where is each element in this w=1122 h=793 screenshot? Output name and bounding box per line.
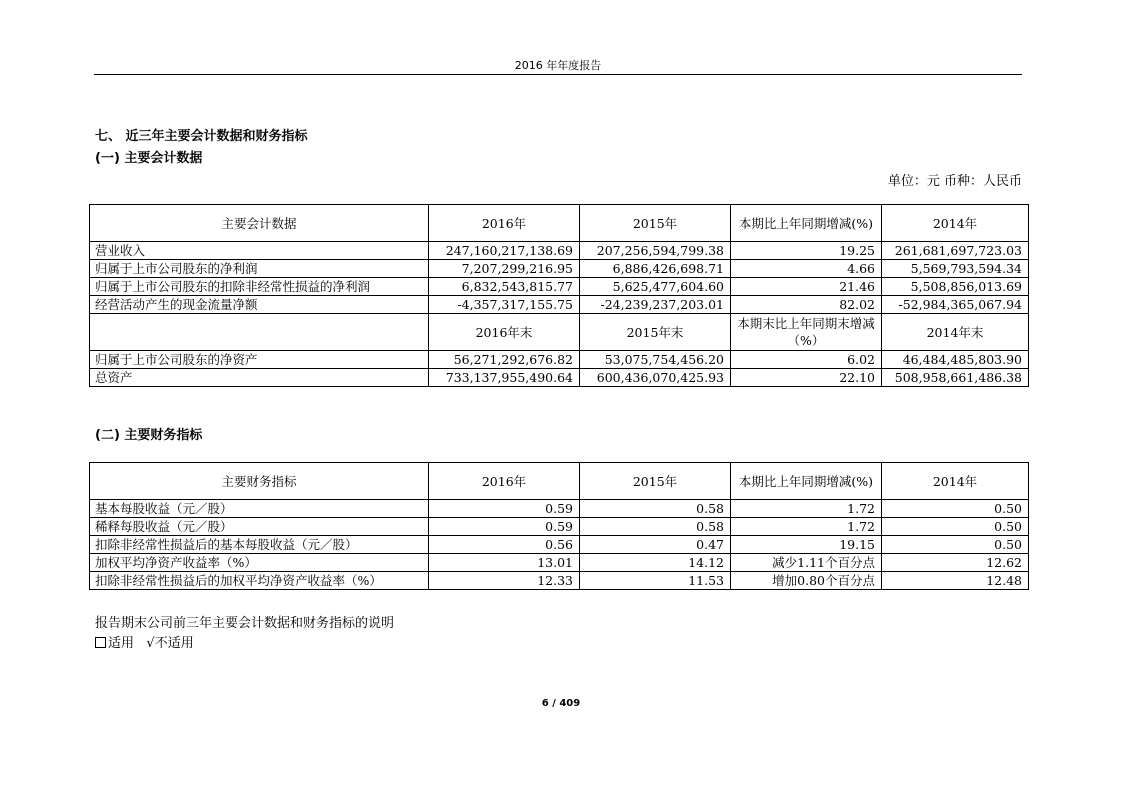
- row-label: 营业收入: [90, 242, 429, 260]
- value-2014: 0.50: [882, 536, 1029, 554]
- unit-currency-note: 单位：元 币种：人民币: [887, 174, 1022, 189]
- value-2016: 56,271,292,676.82: [429, 351, 580, 369]
- value-2014: 0.50: [882, 500, 1029, 518]
- table-row: [90, 242, 1029, 260]
- yoy-change: 19.25: [731, 242, 882, 260]
- yoy-change: 1.72: [731, 518, 882, 536]
- table-row: [90, 260, 1029, 278]
- value-2015: 14.12: [580, 554, 731, 572]
- table-row: [90, 500, 1029, 518]
- value-2015: 0.47: [580, 536, 731, 554]
- header-2014: 2014年: [882, 463, 1029, 500]
- header-item: [90, 314, 429, 351]
- header-2015: 2015年末: [580, 314, 731, 351]
- checkbox-icon: [95, 637, 106, 648]
- table-header-row: [90, 314, 1029, 351]
- value-2016: 6,832,543,815.77: [429, 278, 580, 296]
- value-2015: 11.53: [580, 572, 731, 590]
- row-label: 扣除非经常性损益后的加权平均净资产收益率（%）: [90, 572, 429, 590]
- header-2016: 2016年: [429, 205, 580, 242]
- subsection-accounting-data-title: (一) 主要会计数据: [95, 151, 203, 166]
- header-2016: 2016年: [429, 463, 580, 500]
- value-2014: 5,569,793,594.34: [882, 260, 1029, 278]
- value-2015: -24,239,237,203.01: [580, 296, 731, 314]
- value-2014: 508,958,661,486.38: [882, 369, 1029, 387]
- value-2016: 12.33: [429, 572, 580, 590]
- value-2014: 12.62: [882, 554, 1029, 572]
- header-item: 主要会计数据: [90, 205, 429, 242]
- value-2014: 5,508,856,013.69: [882, 278, 1029, 296]
- explanation-note: 报告期末公司前三年主要会计数据和财务指标的说明: [95, 616, 395, 631]
- table-row: [90, 278, 1029, 296]
- yoy-change: 4.66: [731, 260, 882, 278]
- header-2015: 2015年: [580, 205, 731, 242]
- header-change: 本期比上年同期增减(%): [731, 463, 882, 500]
- row-label: 归属于上市公司股东的净资产: [90, 351, 429, 369]
- yoy-change: 21.46: [731, 278, 882, 296]
- value-2015: 53,075,754,456.20: [580, 351, 731, 369]
- header-change: 本期末比上年同期末增减（%）: [731, 314, 882, 351]
- value-2016: 0.59: [429, 518, 580, 536]
- value-2016: 7,207,299,216.95: [429, 260, 580, 278]
- value-2016: 0.59: [429, 500, 580, 518]
- value-2015: 0.58: [580, 500, 731, 518]
- table-row: [90, 554, 1029, 572]
- table-header-row: [90, 205, 1029, 242]
- header-change: 本期比上年同期增减(%): [731, 205, 882, 242]
- financial-indicators-table: [89, 462, 1029, 590]
- header-2014: 2014年: [882, 205, 1029, 242]
- row-label: 基本每股收益（元／股）: [90, 500, 429, 518]
- option-applicable-label: 适用: [108, 636, 135, 651]
- value-2014: 0.50: [882, 518, 1029, 536]
- value-2016: 733,137,955,490.64: [429, 369, 580, 387]
- value-2014: 261,681,697,723.03: [882, 242, 1029, 260]
- yoy-change: 1.72: [731, 500, 882, 518]
- yoy-change: 增加0.80个百分点: [731, 572, 882, 590]
- header-2014: 2014年末: [882, 314, 1029, 351]
- accounting-data-table: [89, 204, 1029, 387]
- yoy-change: 82.02: [731, 296, 882, 314]
- value-2016: -4,357,317,155.75: [429, 296, 580, 314]
- value-2015: 6,886,426,698.71: [580, 260, 731, 278]
- row-label: 稀释每股收益（元／股）: [90, 518, 429, 536]
- section-title: 七、 近三年主要会计数据和财务指标: [95, 129, 308, 144]
- value-2014: -52,984,365,067.94: [882, 296, 1029, 314]
- value-2015: 5,625,477,604.60: [580, 278, 731, 296]
- value-2014: 46,484,485,803.90: [882, 351, 1029, 369]
- table-row: [90, 518, 1029, 536]
- row-label: 总资产: [90, 369, 429, 387]
- option-not-applicable-label: √不适用: [146, 636, 194, 651]
- row-label: 归属于上市公司股东的净利润: [90, 260, 429, 278]
- table-row: [90, 536, 1029, 554]
- table-row: [90, 369, 1029, 387]
- table-header-row: [90, 463, 1029, 500]
- value-2014: 12.48: [882, 572, 1029, 590]
- value-2015: 0.58: [580, 518, 731, 536]
- value-2015: 600,436,070,425.93: [580, 369, 731, 387]
- subsection-financial-indicators-title: (二) 主要财务指标: [95, 428, 203, 443]
- header-2016: 2016年末: [429, 314, 580, 351]
- row-label: 经营活动产生的现金流量净额: [90, 296, 429, 314]
- header-divider: [94, 74, 1022, 75]
- page-number: 6 / 409: [541, 698, 581, 709]
- value-2016: 0.56: [429, 536, 580, 554]
- value-2016: 13.01: [429, 554, 580, 572]
- yoy-change: 22.10: [731, 369, 882, 387]
- row-label: 归属于上市公司股东的扣除非经常性损益的净利润: [90, 278, 429, 296]
- applicability-options: [95, 632, 194, 651]
- yoy-change: 6.02: [731, 351, 882, 369]
- report-header-title: 2016 年年度报告: [514, 59, 602, 72]
- header-2015: 2015年: [580, 463, 731, 500]
- row-label: 加权平均净资产收益率（%）: [90, 554, 429, 572]
- yoy-change: 减少1.11个百分点: [731, 554, 882, 572]
- value-2016: 247,160,217,138.69: [429, 242, 580, 260]
- row-label: 扣除非经常性损益后的基本每股收益（元／股）: [90, 536, 429, 554]
- table-row: [90, 572, 1029, 590]
- table-row: [90, 296, 1029, 314]
- table-row: [90, 351, 1029, 369]
- header-item: 主要财务指标: [90, 463, 429, 500]
- value-2015: 207,256,594,799.38: [580, 242, 731, 260]
- yoy-change: 19.15: [731, 536, 882, 554]
